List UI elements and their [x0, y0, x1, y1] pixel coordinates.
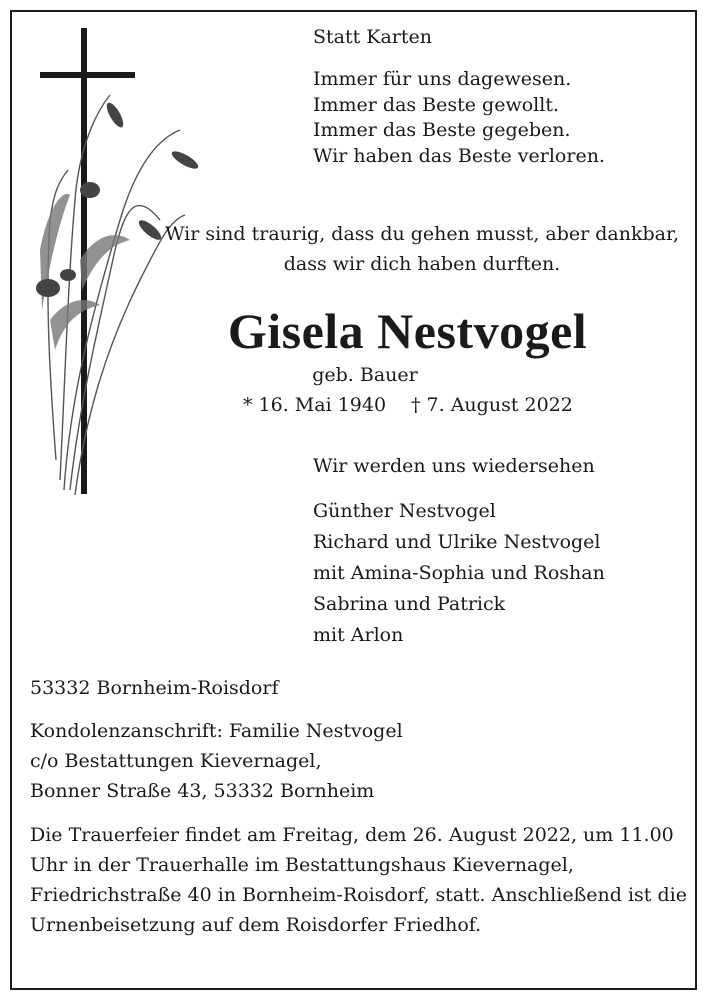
ceremony-line: Urnenbeisetzung auf dem Roisdorfer Friedhof. — [30, 914, 482, 936]
ceremony-line: Uhr in der Trauerhalle im Bestattungshaus Kievernagel, — [30, 854, 574, 876]
maiden-name: geb. Bauer — [312, 364, 418, 386]
mourner-line: Richard und Ulrike Nestvogel — [313, 531, 601, 553]
mourner-line: Sabrina und Patrick — [313, 593, 506, 615]
ceremony-line: Friedrichstraße 40 in Bornheim-Roisdorf, statt. Anschließend ist die — [30, 884, 687, 906]
condolence-line: c/o Bestattungen Kievernagel, — [30, 750, 322, 772]
mourner-line: mit Amina-Sophia und Roshan — [313, 562, 605, 584]
condolence-block — [30, 716, 403, 806]
condolence-line: Kondolenzanschrift: Familie Nestvogel — [30, 720, 403, 742]
location-text: 53332 Bornheim-Roisdorf — [30, 677, 279, 699]
poem-line: Immer das Beste gewollt. — [313, 93, 559, 116]
quote-line: Wir sind traurig, dass du gehen musst, aber dankbar, — [164, 223, 680, 245]
death-date: † 7. August 2022 — [411, 394, 573, 416]
quote-line: dass wir dich haben durften. — [283, 253, 561, 275]
mourner-line: Günther Nestvogel — [313, 500, 496, 522]
reunion-text: Wir werden uns wiedersehen — [313, 455, 595, 477]
ceremony-block — [30, 820, 687, 940]
quote-block — [160, 219, 684, 279]
condolence-line: Bonner Straße 43, 53332 Bornheim — [30, 780, 375, 802]
mourners-list — [313, 496, 605, 651]
birth-date: * 16. Mai 1940 — [243, 394, 387, 416]
poem-line: Immer für uns dagewesen. — [313, 68, 572, 90]
poem-line: Wir haben das Beste verloren. — [313, 144, 605, 167]
poem-block — [313, 67, 605, 169]
ceremony-line: Die Trauerfeier findet am Freitag, dem 26. August 2022, um 11.00 — [30, 824, 674, 846]
statt-karten-label: Statt Karten — [313, 26, 433, 48]
mourner-line: mit Arlon — [313, 624, 404, 646]
poem-line: Immer das Beste gegeben. — [313, 119, 571, 141]
deceased-name: Gisela Nestvogel — [227, 303, 588, 359]
